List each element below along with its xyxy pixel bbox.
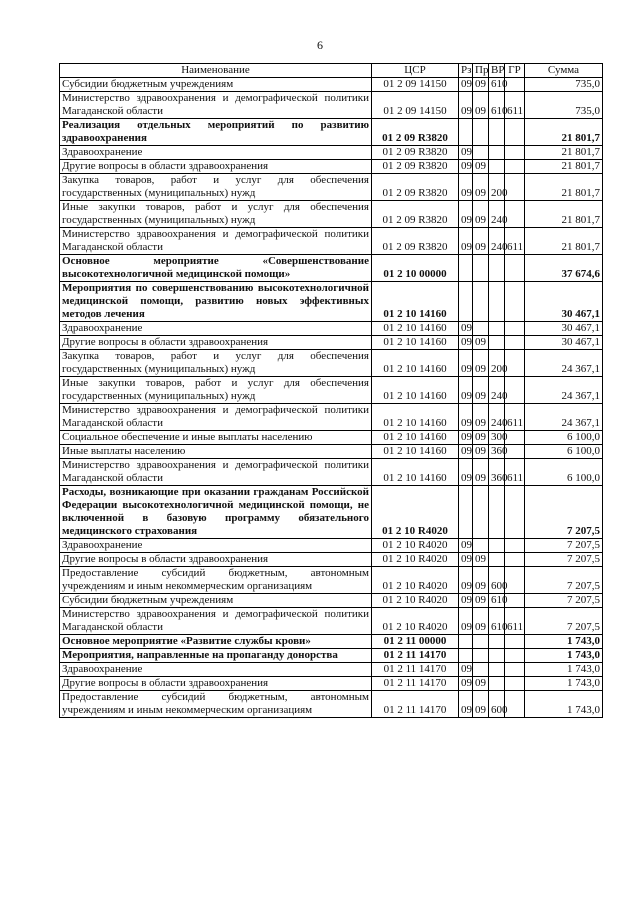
cell-name: Министерство здравоохранения и демографической политики Магаданской области xyxy=(60,228,372,255)
table-row xyxy=(60,404,603,431)
table-header-row xyxy=(60,64,603,78)
cell-csr: 01 2 11 14170 xyxy=(372,691,459,718)
cell-name: Иные закупки товаров, работ и услуг для обеспечения государственных (муниципальных) нужд xyxy=(60,201,372,228)
table-row xyxy=(60,78,603,92)
cell-gr xyxy=(505,677,525,691)
cell-csr: 01 2 10 R4020 xyxy=(372,567,459,594)
table-row xyxy=(60,201,603,228)
table-row xyxy=(60,459,603,486)
cell-name: Закупка товаров, работ и услуг для обеспечения государственных (муниципальных) нужд xyxy=(60,350,372,377)
cell-sum: 1 743,0 xyxy=(525,649,603,663)
cell-pr xyxy=(473,282,489,322)
table-row xyxy=(60,691,603,718)
table-row xyxy=(60,594,603,608)
cell-csr: 01 2 10 R4020 xyxy=(372,608,459,635)
cell-name: Здравоохранение xyxy=(60,663,372,677)
cell-vr: 600 xyxy=(489,691,505,718)
cell-csr: 01 2 09 R3820 xyxy=(372,201,459,228)
cell-name: Субсидии бюджетным учреждениям xyxy=(60,594,372,608)
table-row xyxy=(60,663,603,677)
cell-csr: 01 2 10 R4020 xyxy=(372,486,459,539)
cell-sum: 21 801,7 xyxy=(525,228,603,255)
cell-pr: 09 xyxy=(473,431,489,445)
table-row xyxy=(60,608,603,635)
cell-gr xyxy=(505,553,525,567)
header-pr: Пр xyxy=(473,64,489,78)
cell-vr: 200 xyxy=(489,174,505,201)
cell-sum: 24 367,1 xyxy=(525,377,603,404)
cell-csr: 01 2 09 14150 xyxy=(372,78,459,92)
cell-rz: 09 xyxy=(459,146,473,160)
cell-name: Закупка товаров, работ и услуг для обеспечения государственных (муниципальных) нужд xyxy=(60,174,372,201)
cell-name: Другие вопросы в области здравоохранения xyxy=(60,336,372,350)
cell-name: Другие вопросы в области здравоохранения xyxy=(60,160,372,174)
cell-csr: 01 2 10 14160 xyxy=(372,282,459,322)
cell-pr: 09 xyxy=(473,445,489,459)
table-row xyxy=(60,282,603,322)
cell-sum: 21 801,7 xyxy=(525,201,603,228)
cell-rz: 09 xyxy=(459,608,473,635)
cell-name: Социальное обеспечение и иные выплаты населению xyxy=(60,431,372,445)
table-row xyxy=(60,322,603,336)
cell-pr xyxy=(473,322,489,336)
cell-rz xyxy=(459,649,473,663)
header-name: Наименование xyxy=(60,64,372,78)
cell-rz: 09 xyxy=(459,553,473,567)
cell-vr: 200 xyxy=(489,350,505,377)
cell-vr: 300 xyxy=(489,431,505,445)
cell-csr: 01 2 10 14160 xyxy=(372,445,459,459)
cell-sum: 7 207,5 xyxy=(525,539,603,553)
cell-name: Иные закупки товаров, работ и услуг для обеспечения государственных (муниципальных) нужд xyxy=(60,377,372,404)
cell-rz: 09 xyxy=(459,336,473,350)
page-number: 6 xyxy=(317,38,323,52)
cell-sum: 24 367,1 xyxy=(525,350,603,377)
cell-pr xyxy=(473,539,489,553)
cell-name: Другие вопросы в области здравоохранения xyxy=(60,553,372,567)
cell-pr: 09 xyxy=(473,336,489,350)
cell-rz: 09 xyxy=(459,594,473,608)
cell-sum: 6 100,0 xyxy=(525,445,603,459)
cell-vr xyxy=(489,146,505,160)
cell-csr: 01 2 09 R3820 xyxy=(372,174,459,201)
cell-pr xyxy=(473,486,489,539)
cell-name: Министерство здравоохранения и демографической политики Магаданской области xyxy=(60,608,372,635)
cell-pr: 09 xyxy=(473,160,489,174)
table-row xyxy=(60,553,603,567)
cell-sum: 735,0 xyxy=(525,92,603,119)
cell-csr: 01 2 09 R3820 xyxy=(372,160,459,174)
cell-name: Основное мероприятие «Развитие службы крови» xyxy=(60,635,372,649)
cell-sum: 21 801,7 xyxy=(525,174,603,201)
cell-rz: 09 xyxy=(459,322,473,336)
cell-csr: 01 2 11 14170 xyxy=(372,663,459,677)
cell-sum: 6 100,0 xyxy=(525,459,603,486)
table-body xyxy=(60,78,603,718)
cell-pr: 09 xyxy=(473,350,489,377)
cell-rz: 09 xyxy=(459,404,473,431)
cell-csr: 01 2 09 R3820 xyxy=(372,228,459,255)
cell-gr xyxy=(505,255,525,282)
cell-sum: 30 467,1 xyxy=(525,282,603,322)
cell-rz: 09 xyxy=(459,201,473,228)
cell-sum: 7 207,5 xyxy=(525,567,603,594)
cell-pr xyxy=(473,119,489,146)
cell-rz: 09 xyxy=(459,691,473,718)
cell-vr: 610 xyxy=(489,594,505,608)
cell-sum: 7 207,5 xyxy=(525,608,603,635)
cell-gr xyxy=(505,282,525,322)
cell-name: Мероприятия, направленные на пропаганду донорства xyxy=(60,649,372,663)
cell-vr xyxy=(489,486,505,539)
cell-pr xyxy=(473,663,489,677)
cell-name: Расходы, возникающие при оказании гражданам Российской Федерации высокотехнологичной медицинской помощи, не включенной в базовую программу обязательного медицинского страхования xyxy=(60,486,372,539)
header-rz: Рз xyxy=(459,64,473,78)
cell-csr: 01 2 09 R3820 xyxy=(372,146,459,160)
cell-sum: 7 207,5 xyxy=(525,553,603,567)
cell-gr xyxy=(505,539,525,553)
cell-vr: 240 xyxy=(489,201,505,228)
cell-csr: 01 2 10 14160 xyxy=(372,377,459,404)
table-row xyxy=(60,445,603,459)
cell-vr xyxy=(489,160,505,174)
cell-gr xyxy=(505,649,525,663)
cell-vr: 240 xyxy=(489,228,505,255)
cell-pr xyxy=(473,649,489,663)
cell-rz: 09 xyxy=(459,78,473,92)
cell-vr: 240 xyxy=(489,377,505,404)
cell-csr: 01 2 11 14170 xyxy=(372,649,459,663)
cell-pr: 09 xyxy=(473,78,489,92)
header-sum: Сумма xyxy=(525,64,603,78)
cell-csr: 01 2 10 R4020 xyxy=(372,539,459,553)
cell-vr xyxy=(489,553,505,567)
cell-vr xyxy=(489,255,505,282)
cell-sum: 1 743,0 xyxy=(525,635,603,649)
table-row xyxy=(60,228,603,255)
cell-name: Здравоохранение xyxy=(60,539,372,553)
cell-name: Министерство здравоохранения и демографической политики Магаданской области xyxy=(60,404,372,431)
cell-vr xyxy=(489,539,505,553)
cell-vr xyxy=(489,322,505,336)
table-row xyxy=(60,146,603,160)
cell-vr xyxy=(489,282,505,322)
cell-gr: 611 xyxy=(505,228,525,255)
cell-sum: 7 207,5 xyxy=(525,486,603,539)
cell-vr: 610 xyxy=(489,92,505,119)
table-row xyxy=(60,336,603,350)
table-row xyxy=(60,635,603,649)
cell-gr xyxy=(505,336,525,350)
cell-rz: 09 xyxy=(459,539,473,553)
cell-gr xyxy=(505,663,525,677)
cell-rz: 09 xyxy=(459,92,473,119)
cell-gr: 611 xyxy=(505,92,525,119)
cell-sum: 1 743,0 xyxy=(525,677,603,691)
cell-gr: 611 xyxy=(505,404,525,431)
cell-csr: 01 2 11 00000 xyxy=(372,635,459,649)
cell-gr xyxy=(505,486,525,539)
table-row xyxy=(60,350,603,377)
header-gr: ГР xyxy=(505,64,525,78)
cell-gr xyxy=(505,119,525,146)
table-row xyxy=(60,119,603,146)
cell-vr xyxy=(489,663,505,677)
cell-gr xyxy=(505,322,525,336)
cell-pr: 09 xyxy=(473,404,489,431)
cell-gr xyxy=(505,146,525,160)
table-row xyxy=(60,92,603,119)
cell-csr: 01 2 10 14160 xyxy=(372,404,459,431)
cell-gr xyxy=(505,635,525,649)
cell-pr xyxy=(473,255,489,282)
cell-sum: 30 467,1 xyxy=(525,322,603,336)
cell-pr xyxy=(473,146,489,160)
cell-rz: 09 xyxy=(459,677,473,691)
cell-gr xyxy=(505,160,525,174)
cell-sum: 735,0 xyxy=(525,78,603,92)
cell-vr xyxy=(489,677,505,691)
cell-pr: 09 xyxy=(473,553,489,567)
cell-rz: 09 xyxy=(459,459,473,486)
cell-pr: 09 xyxy=(473,201,489,228)
table-row xyxy=(60,486,603,539)
table-row xyxy=(60,567,603,594)
cell-sum: 30 467,1 xyxy=(525,336,603,350)
cell-rz xyxy=(459,635,473,649)
cell-pr: 09 xyxy=(473,567,489,594)
table-row xyxy=(60,255,603,282)
cell-rz: 09 xyxy=(459,174,473,201)
cell-csr: 01 2 10 14160 xyxy=(372,336,459,350)
cell-name: Субсидии бюджетным учреждениям xyxy=(60,78,372,92)
cell-sum: 6 100,0 xyxy=(525,431,603,445)
cell-pr: 09 xyxy=(473,459,489,486)
cell-name: Иные выплаты населению xyxy=(60,445,372,459)
cell-name: Министерство здравоохранения и демографической политики Магаданской области xyxy=(60,92,372,119)
cell-csr: 01 2 10 14160 xyxy=(372,350,459,377)
cell-sum: 7 207,5 xyxy=(525,594,603,608)
table-row xyxy=(60,174,603,201)
cell-name: Основное мероприятие «Совершенствование высокотехнологичной медицинской помощи» xyxy=(60,255,372,282)
table-row xyxy=(60,539,603,553)
table-row xyxy=(60,377,603,404)
cell-csr: 01 2 10 R4020 xyxy=(372,594,459,608)
cell-name: Реализация отдельных мероприятий по развитию здравоохранения xyxy=(60,119,372,146)
cell-sum: 1 743,0 xyxy=(525,663,603,677)
cell-rz: 09 xyxy=(459,663,473,677)
cell-name: Здравоохранение xyxy=(60,322,372,336)
cell-rz: 09 xyxy=(459,228,473,255)
cell-gr: 611 xyxy=(505,459,525,486)
cell-csr: 01 2 10 00000 xyxy=(372,255,459,282)
cell-rz: 09 xyxy=(459,445,473,459)
cell-name: Министерство здравоохранения и демографической политики Магаданской области xyxy=(60,459,372,486)
cell-rz xyxy=(459,119,473,146)
cell-rz xyxy=(459,282,473,322)
cell-sum: 21 801,7 xyxy=(525,119,603,146)
cell-vr xyxy=(489,119,505,146)
cell-pr: 09 xyxy=(473,92,489,119)
table-row xyxy=(60,431,603,445)
cell-vr: 360 xyxy=(489,459,505,486)
header-csr: ЦСР xyxy=(372,64,459,78)
cell-pr: 09 xyxy=(473,691,489,718)
cell-csr: 01 2 10 R4020 xyxy=(372,553,459,567)
cell-rz: 09 xyxy=(459,377,473,404)
cell-pr xyxy=(473,635,489,649)
cell-vr: 610 xyxy=(489,78,505,92)
cell-rz: 09 xyxy=(459,567,473,594)
cell-vr xyxy=(489,336,505,350)
cell-rz: 09 xyxy=(459,160,473,174)
cell-rz xyxy=(459,255,473,282)
cell-pr: 09 xyxy=(473,228,489,255)
budget-table xyxy=(59,63,603,718)
cell-csr: 01 2 09 14150 xyxy=(372,92,459,119)
cell-vr: 600 xyxy=(489,567,505,594)
cell-name: Мероприятия по совершенствованию высокотехнологичной медицинской помощи, развитию новых эффективных методов лечения xyxy=(60,282,372,322)
cell-pr: 09 xyxy=(473,594,489,608)
cell-gr: 611 xyxy=(505,608,525,635)
cell-csr: 01 2 09 R3820 xyxy=(372,119,459,146)
cell-sum: 21 801,7 xyxy=(525,146,603,160)
cell-csr: 01 2 11 14170 xyxy=(372,677,459,691)
table-row xyxy=(60,677,603,691)
cell-vr xyxy=(489,649,505,663)
cell-pr: 09 xyxy=(473,174,489,201)
cell-pr: 09 xyxy=(473,377,489,404)
header-vr: ВР xyxy=(489,64,505,78)
cell-rz: 09 xyxy=(459,431,473,445)
table-row xyxy=(60,649,603,663)
cell-pr: 09 xyxy=(473,677,489,691)
cell-rz: 09 xyxy=(459,350,473,377)
cell-name: Предоставление субсидий бюджетным, автономным учреждениям и иным некоммерческим организациям xyxy=(60,691,372,718)
table-row xyxy=(60,160,603,174)
cell-pr: 09 xyxy=(473,608,489,635)
cell-name: Здравоохранение xyxy=(60,146,372,160)
cell-name: Другие вопросы в области здравоохранения xyxy=(60,677,372,691)
cell-csr: 01 2 10 14160 xyxy=(372,459,459,486)
cell-csr: 01 2 10 14160 xyxy=(372,322,459,336)
cell-sum: 21 801,7 xyxy=(525,160,603,174)
cell-vr: 360 xyxy=(489,445,505,459)
cell-vr: 610 xyxy=(489,608,505,635)
cell-rz xyxy=(459,486,473,539)
cell-name: Предоставление субсидий бюджетным, автономным учреждениям и иным некоммерческим организациям xyxy=(60,567,372,594)
cell-sum: 37 674,6 xyxy=(525,255,603,282)
cell-vr: 240 xyxy=(489,404,505,431)
cell-sum: 24 367,1 xyxy=(525,404,603,431)
cell-sum: 1 743,0 xyxy=(525,691,603,718)
cell-vr xyxy=(489,635,505,649)
cell-csr: 01 2 10 14160 xyxy=(372,431,459,445)
